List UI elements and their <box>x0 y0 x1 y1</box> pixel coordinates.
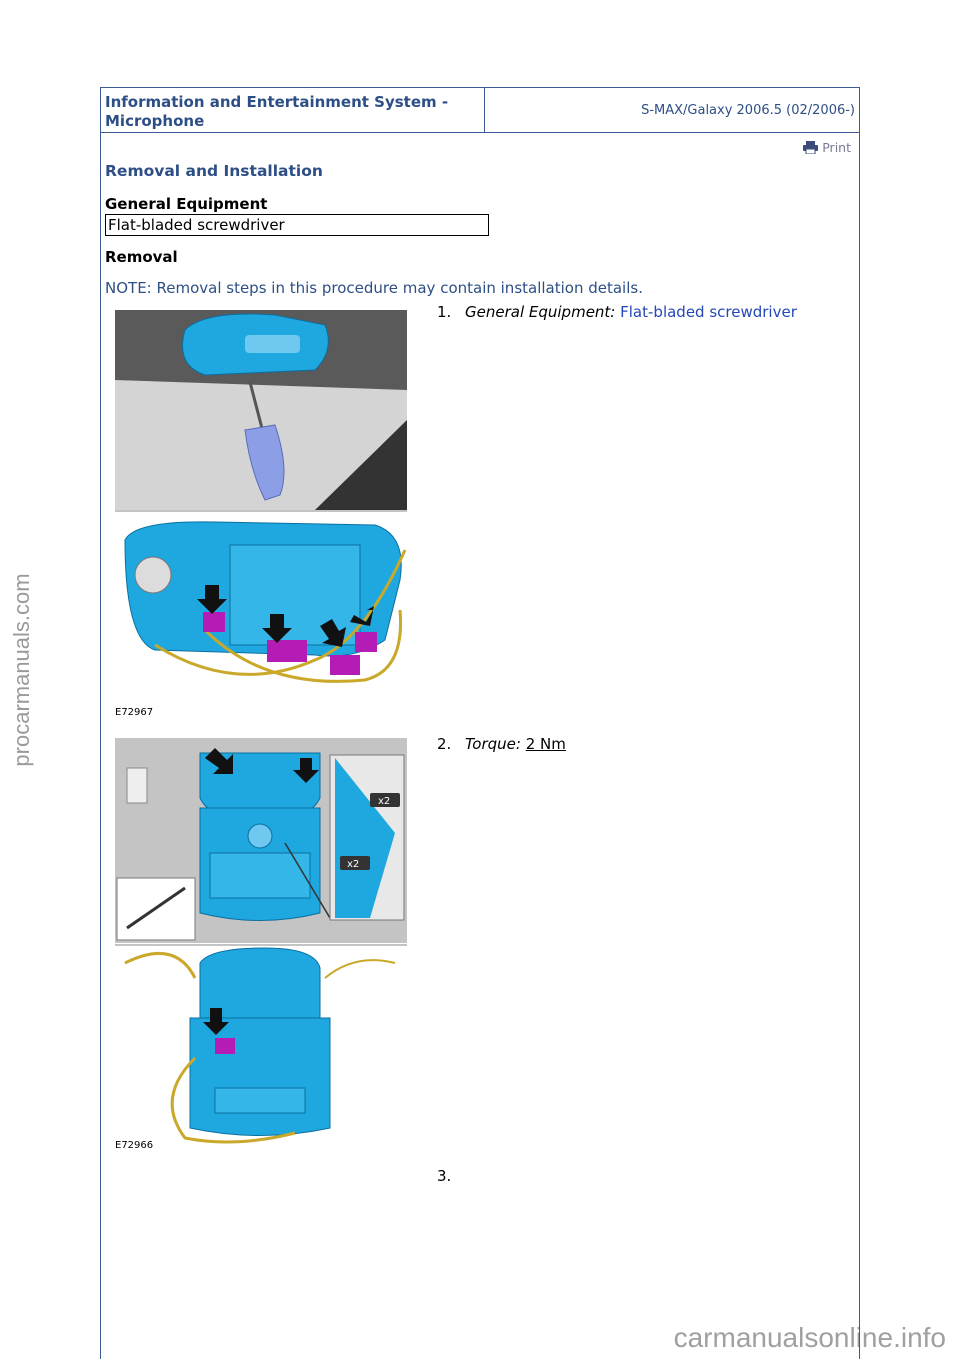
microphone-housing <box>200 948 320 1018</box>
print-label: Print <box>822 140 851 155</box>
side-watermark: procarmanuals.com <box>9 573 34 767</box>
page-title: Information and Entertainment System - Microphone <box>101 88 485 132</box>
step-label: Torque: <box>465 735 521 753</box>
figure-code: E72966 <box>115 1140 154 1151</box>
figure-code: E72967 <box>115 707 154 718</box>
torque-value[interactable]: 2 Nm <box>525 735 566 753</box>
general-equipment-heading: General Equipment <box>105 195 268 213</box>
step-1 <box>437 303 797 321</box>
step-label: General Equipment: <box>465 303 616 321</box>
equipment-link[interactable]: Flat-bladed screwdriver <box>620 303 797 321</box>
removal-heading: Removal <box>105 248 178 266</box>
step-number: 3. <box>437 1167 452 1185</box>
connector <box>267 640 307 662</box>
bottom-watermark: carmanualsonline.info <box>673 1322 946 1353</box>
figure-e72967 <box>115 310 411 720</box>
connector <box>215 1038 235 1054</box>
equipment-table <box>105 214 489 236</box>
connector <box>330 655 360 675</box>
print-button[interactable] <box>803 140 851 155</box>
callout-label: x2 <box>378 796 391 807</box>
callout-label: x2 <box>347 859 360 870</box>
model-label: S-MAX/Galaxy 2006.5 (02/2006-) <box>641 103 855 118</box>
figure-e72966 <box>115 738 411 1156</box>
connector <box>355 632 377 652</box>
step-number: 1. <box>437 303 452 321</box>
step-number: 2. <box>437 735 452 753</box>
manual-page <box>100 87 860 1359</box>
connector <box>203 612 225 632</box>
page-header <box>101 88 859 133</box>
section-title: Removal and Installation <box>105 162 323 180</box>
removal-note: NOTE: Removal steps in this procedure may contain installation details. <box>105 279 643 297</box>
step-3 <box>437 1167 465 1185</box>
printer-icon <box>803 141 818 154</box>
equipment-item: Flat-bladed screwdriver <box>108 216 285 234</box>
step-2 <box>437 735 566 753</box>
